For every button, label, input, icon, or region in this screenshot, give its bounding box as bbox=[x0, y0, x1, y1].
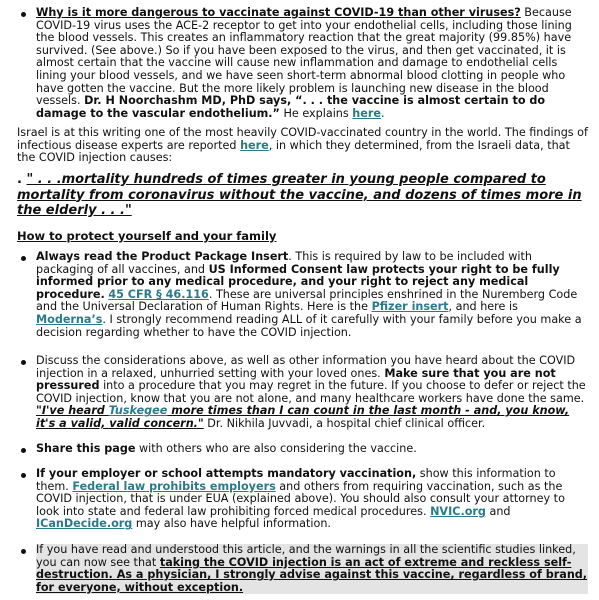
icandecide-link[interactable]: ICanDecide.org bbox=[36, 517, 133, 531]
here-link[interactable]: here bbox=[352, 106, 381, 120]
federal-law-link[interactable]: Federal law prohibits employers bbox=[72, 479, 276, 493]
bullet bbox=[21, 448, 26, 453]
list-item-employer: If your employer or school attempts mandatory vaccination, show this information to them. Federal law prohibits employers and others from requiring vaccination, such as the COVID injection, that is under EUA (explained above). You should also consult your attorney to look into state and federal law prohibiting forced medical procedures. NVIC.org and ICanDecide.org may also have helpful information. bbox=[36, 467, 565, 531]
israel-paragraph bbox=[17, 127, 589, 165]
paragraph-text: He explains bbox=[279, 106, 353, 120]
author-attribution: Dr. H Noorchashm MD, PhD says, bbox=[84, 94, 292, 108]
bullet bbox=[21, 360, 26, 365]
section-heading: How to protect yourself and your family bbox=[17, 229, 277, 243]
list-item-conclusion: If you have read and understood this article, and the warnings in all the scientific studies linked, you can now see that taking the COVID injection is an act of extreme and reckless self-destruction. As a physician, I strongly advise against this vaccine, regardless of brand, for everyone, without exception. bbox=[36, 543, 588, 594]
mortality-quote-text: " . . .mortality hundreds of times greater in young people compared to mortality from coronavirus without the vaccine, and dozens of times more in the elderly . . ." bbox=[17, 172, 582, 218]
mortality-quote: . " . . .mortality hundreds of times greater in young people compared to mortality from coronavirus without the vaccine, and dozens of times more in the elderly . . ." bbox=[17, 172, 582, 218]
paragraph-text: Because COVID-19 virus uses the ACE-2 receptor to get into your endothelial cells, including those lining the blood vessels. This creates an inflammatory reaction that the great majority (99.85%) have survived. (See above.) So if you have been exposed to the virus, and then get vaccinated, it is almost certain that the vaccine will cause new inflammation and damage to endothelial cells lining your blood vessels, and we have seen short-term abnormal blood clotting in people who have gotten the vaccine. But the more likely problem is launching new disease in the blood vessels. bbox=[36, 6, 572, 108]
moderna-link[interactable]: Moderna’s bbox=[36, 312, 103, 326]
bullet bbox=[21, 549, 26, 554]
nvic-link[interactable]: NVIC.org bbox=[430, 504, 486, 518]
expert-quote: “. . . the vaccine is almost certain to do damage to the vascular endothelium.” bbox=[36, 94, 546, 120]
pfizer-insert-link[interactable]: Pfizer insert bbox=[371, 300, 449, 314]
paragraph-text: Israel is at this writing one of the most heavily COVID-vaccinated country in the world. The findings of infectious disease experts are reported bbox=[17, 126, 588, 152]
paragraph-text: , in which they determined, from the Israeli data, that the COVID injection causes: bbox=[17, 138, 570, 165]
bullet bbox=[21, 12, 26, 17]
list-item-share: Share this page with others who are also considering the vaccine. bbox=[36, 442, 417, 455]
bullet bbox=[21, 473, 26, 478]
list-item-package-insert: Always read the Product Package Insert. This is required by law to be included with packaging of all vaccines, and US Informed Consent law protects your right to be fully informed prior to any medical procedure, and your right to reject any medical procedure. 45 CFR § 46.116. These are universal principles enshrined in the Nuremberg Code and the Universal Declaration of Human Rights. Here is the Pfizer insert, and here is Moderna’s. I strongly recommend reading ALL of it carefully with your family before you make a decision regarding whether to have the COVID injection. bbox=[36, 250, 582, 339]
cfr-link[interactable]: 45 CFR § 46.116 bbox=[108, 287, 209, 301]
tuskegee-link[interactable]: Tuskegee bbox=[108, 404, 168, 418]
question-heading: Why is it more dangerous to vaccinate against COVID-19 than other viruses? bbox=[36, 6, 521, 19]
bullet bbox=[21, 256, 26, 261]
here-link[interactable]: here bbox=[240, 138, 269, 152]
list-item-discuss: Discuss the considerations above, as well as other information you have heard about the COVID injection in a relaxed, unhurried setting with your loved ones. Make sure that you are not pressured into a procedure that you may regret in the future. If you choose to defer or reject the COVID injection, know that you are not alone, and many healthcare workers have done the same. "I've heard Tuskegee more times than I can count in the last month - and, you know, it's a valid, valid concern." Dr. Nikhila Juvvadi, a hospital chief clinical officer. bbox=[36, 354, 586, 430]
vaccine-danger-paragraph: Why is it more dangerous to vaccinate against COVID-19 than other viruses? Because COVID-19 virus uses the ACE-2 receptor to get into your endothelial cells, including those lining the blood vessels. This creates an inflammatory reaction that the great majority (99.85%) have survived. (See above.) So if you have been exposed to the virus, and then get vaccinated, it is almost certain that the vaccine will cause new inflammation and damage to endothelial cells lining your blood vessels, and we have seen short-term abnormal blood clotting in people who have gotten the vaccine. But the more likely problem is launching new disease in the blood vessels. Dr. H Noorchashm MD, PhD says, “. . . the vaccine is almost certain to do damage to the vascular endothelium.” He explains here. bbox=[36, 6, 572, 120]
